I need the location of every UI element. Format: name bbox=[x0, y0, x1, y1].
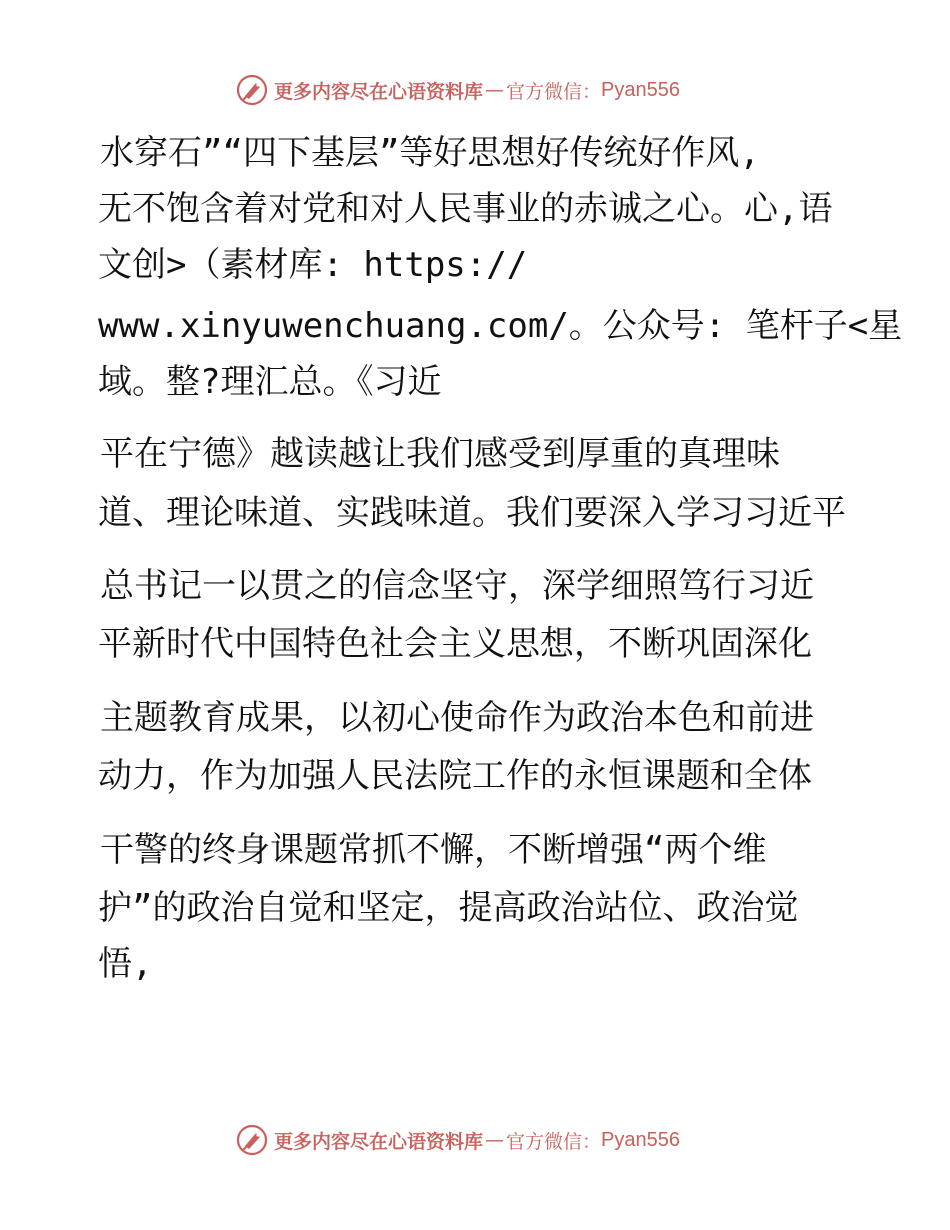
body-line: 域。整?理汇总。《习近 bbox=[98, 362, 442, 402]
body-line: 无不饱含着对党和对人民事业的赤诚之心。心,语 bbox=[98, 189, 833, 229]
banner-separator: — bbox=[485, 1129, 505, 1151]
pen-nib-logo-icon bbox=[236, 74, 268, 106]
banner-wechat-id: Pyan556 bbox=[601, 78, 680, 101]
body-line: 文创>（素材库: https:// bbox=[98, 245, 528, 285]
body-line: 悟, bbox=[98, 944, 153, 984]
body-line: 主题教育成果，以初心使命作为政治本色和前进 bbox=[100, 698, 814, 738]
banner-separator: — bbox=[485, 79, 505, 101]
banner-wechat-label: 官方微信： bbox=[506, 1130, 602, 1153]
body-line: 动力，作为加强人民法院工作的永恒课题和全体 bbox=[98, 756, 812, 796]
body-line: 干警的终身课题常抓不懈，不断增强“两个维 bbox=[100, 830, 767, 870]
body-line: 总书记一以贯之的信念坚守，深学细照笃行习近 bbox=[100, 566, 814, 606]
body-line: 道、理论味道、实践味道。我们要深入学习习近平 bbox=[98, 493, 846, 533]
body-line: www.xinyuwenchuang.com/。公众号: 笔杆子<星 bbox=[98, 306, 903, 346]
banner-title: 更多内容尽在心语资料库 bbox=[274, 80, 484, 103]
banner-title: 更多内容尽在心语资料库 bbox=[274, 1130, 484, 1153]
banner-wechat-label: 官方微信： bbox=[506, 80, 602, 103]
footer-banner bbox=[236, 1122, 680, 1158]
body-line: 水穿石”“四下基层”等好思想好传统好作风, bbox=[100, 133, 760, 173]
body-line: 护”的政治自觉和坚定，提高政治站位、政治觉 bbox=[98, 888, 799, 928]
header-banner bbox=[236, 72, 680, 108]
body-line: 平新时代中国特色社会主义思想，不断巩固深化 bbox=[98, 624, 812, 664]
body-line: 平在宁德》越读越让我们感受到厚重的真理味 bbox=[100, 434, 780, 474]
pen-nib-logo-icon bbox=[236, 1124, 268, 1156]
banner-wechat-id: Pyan556 bbox=[601, 1128, 680, 1151]
